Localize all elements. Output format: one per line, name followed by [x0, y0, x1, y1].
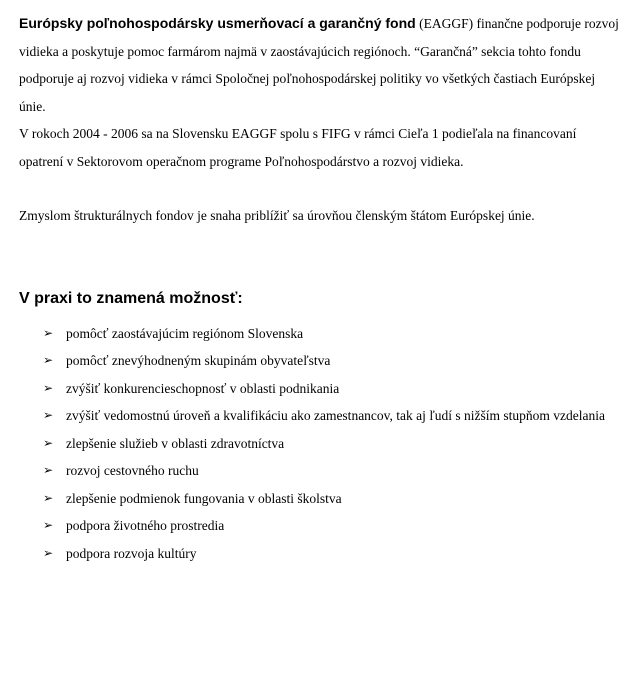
practice-heading: V praxi to znamená možnosť: — [19, 289, 243, 307]
list-item — [19, 457, 619, 485]
list-item-text: zvýšiť konkurencieschopnosť v oblasti podnikania — [66, 380, 340, 396]
arrowhead-bullet-icon: ➢ — [43, 518, 54, 532]
arrowhead-bullet-icon: ➢ — [43, 463, 54, 477]
list-item-text: podpora rozvoja kultúry — [66, 545, 197, 561]
intro-paragraph-2: V rokoch 2004 - 2006 sa na Slovensku EAGGF spolu s FIFG v rámci Cieľa 1 podieľala na financovaní opatrení v Sektorovom operačnom programe Poľnohospodárstvo a rozvoj vidieka. — [19, 126, 577, 169]
list-item-text: pomôcť znevýhodneným skupinám obyvateľstva — [66, 353, 331, 368]
document-page — [19, 10, 619, 567]
list-item-text: podpora životného prostredia — [66, 518, 225, 533]
arrowhead-bullet-icon: ➢ — [43, 325, 54, 340]
list-item — [19, 540, 619, 568]
purpose-paragraph: Zmyslom štrukturálnych fondov je snaha priblížiť sa úrovňou členským štátom Európskej únie. — [19, 208, 535, 223]
list-item — [19, 512, 619, 540]
arrowhead-bullet-icon: ➢ — [43, 545, 54, 560]
list-item — [19, 375, 619, 403]
list-item-text: pomôcť zaostávajúcim regiónom Slovenska — [66, 325, 304, 341]
arrowhead-bullet-icon: ➢ — [43, 490, 54, 505]
list-item-text: zlepšenie služieb v oblasti zdravotníctva — [66, 435, 285, 451]
intro-body: finančne podporuje rozvoj vidieka a poskytuje pomoc farmárom najmä v zaostávajúcich regiónoch. “Garančná” sekcia tohto fondu podporuje aj rozvoj vidieka v rámci Spoločnej poľnohospodárskej politiky vo všetkých častiach Európskej únie. — [19, 16, 619, 114]
list-item-text: rozvoj cestovného ruchu — [66, 463, 199, 478]
intro-paragraph — [19, 10, 619, 120]
list-item — [19, 347, 619, 375]
list-item — [19, 430, 619, 458]
list-item — [19, 402, 619, 430]
arrowhead-bullet-icon: ➢ — [43, 435, 54, 450]
practice-list — [19, 320, 619, 568]
arrowhead-bullet-icon: ➢ — [43, 408, 54, 422]
fund-abbreviation: (EAGGF) — [415, 16, 474, 31]
list-item-text: zvýšiť vedomostnú úroveň a kvalifikáciu ako zamestnancov, tak aj ľudí s nižším stupňom vzdelania — [66, 408, 605, 423]
fund-title: Európsky poľnohospodársky usmerňovací a garančný fond — [19, 15, 416, 31]
list-item — [19, 485, 619, 513]
arrowhead-bullet-icon: ➢ — [43, 353, 54, 367]
arrowhead-bullet-icon: ➢ — [43, 380, 54, 395]
list-item — [19, 320, 619, 348]
list-item-text: zlepšenie podmienok fungovania v oblasti školstva — [66, 490, 342, 506]
